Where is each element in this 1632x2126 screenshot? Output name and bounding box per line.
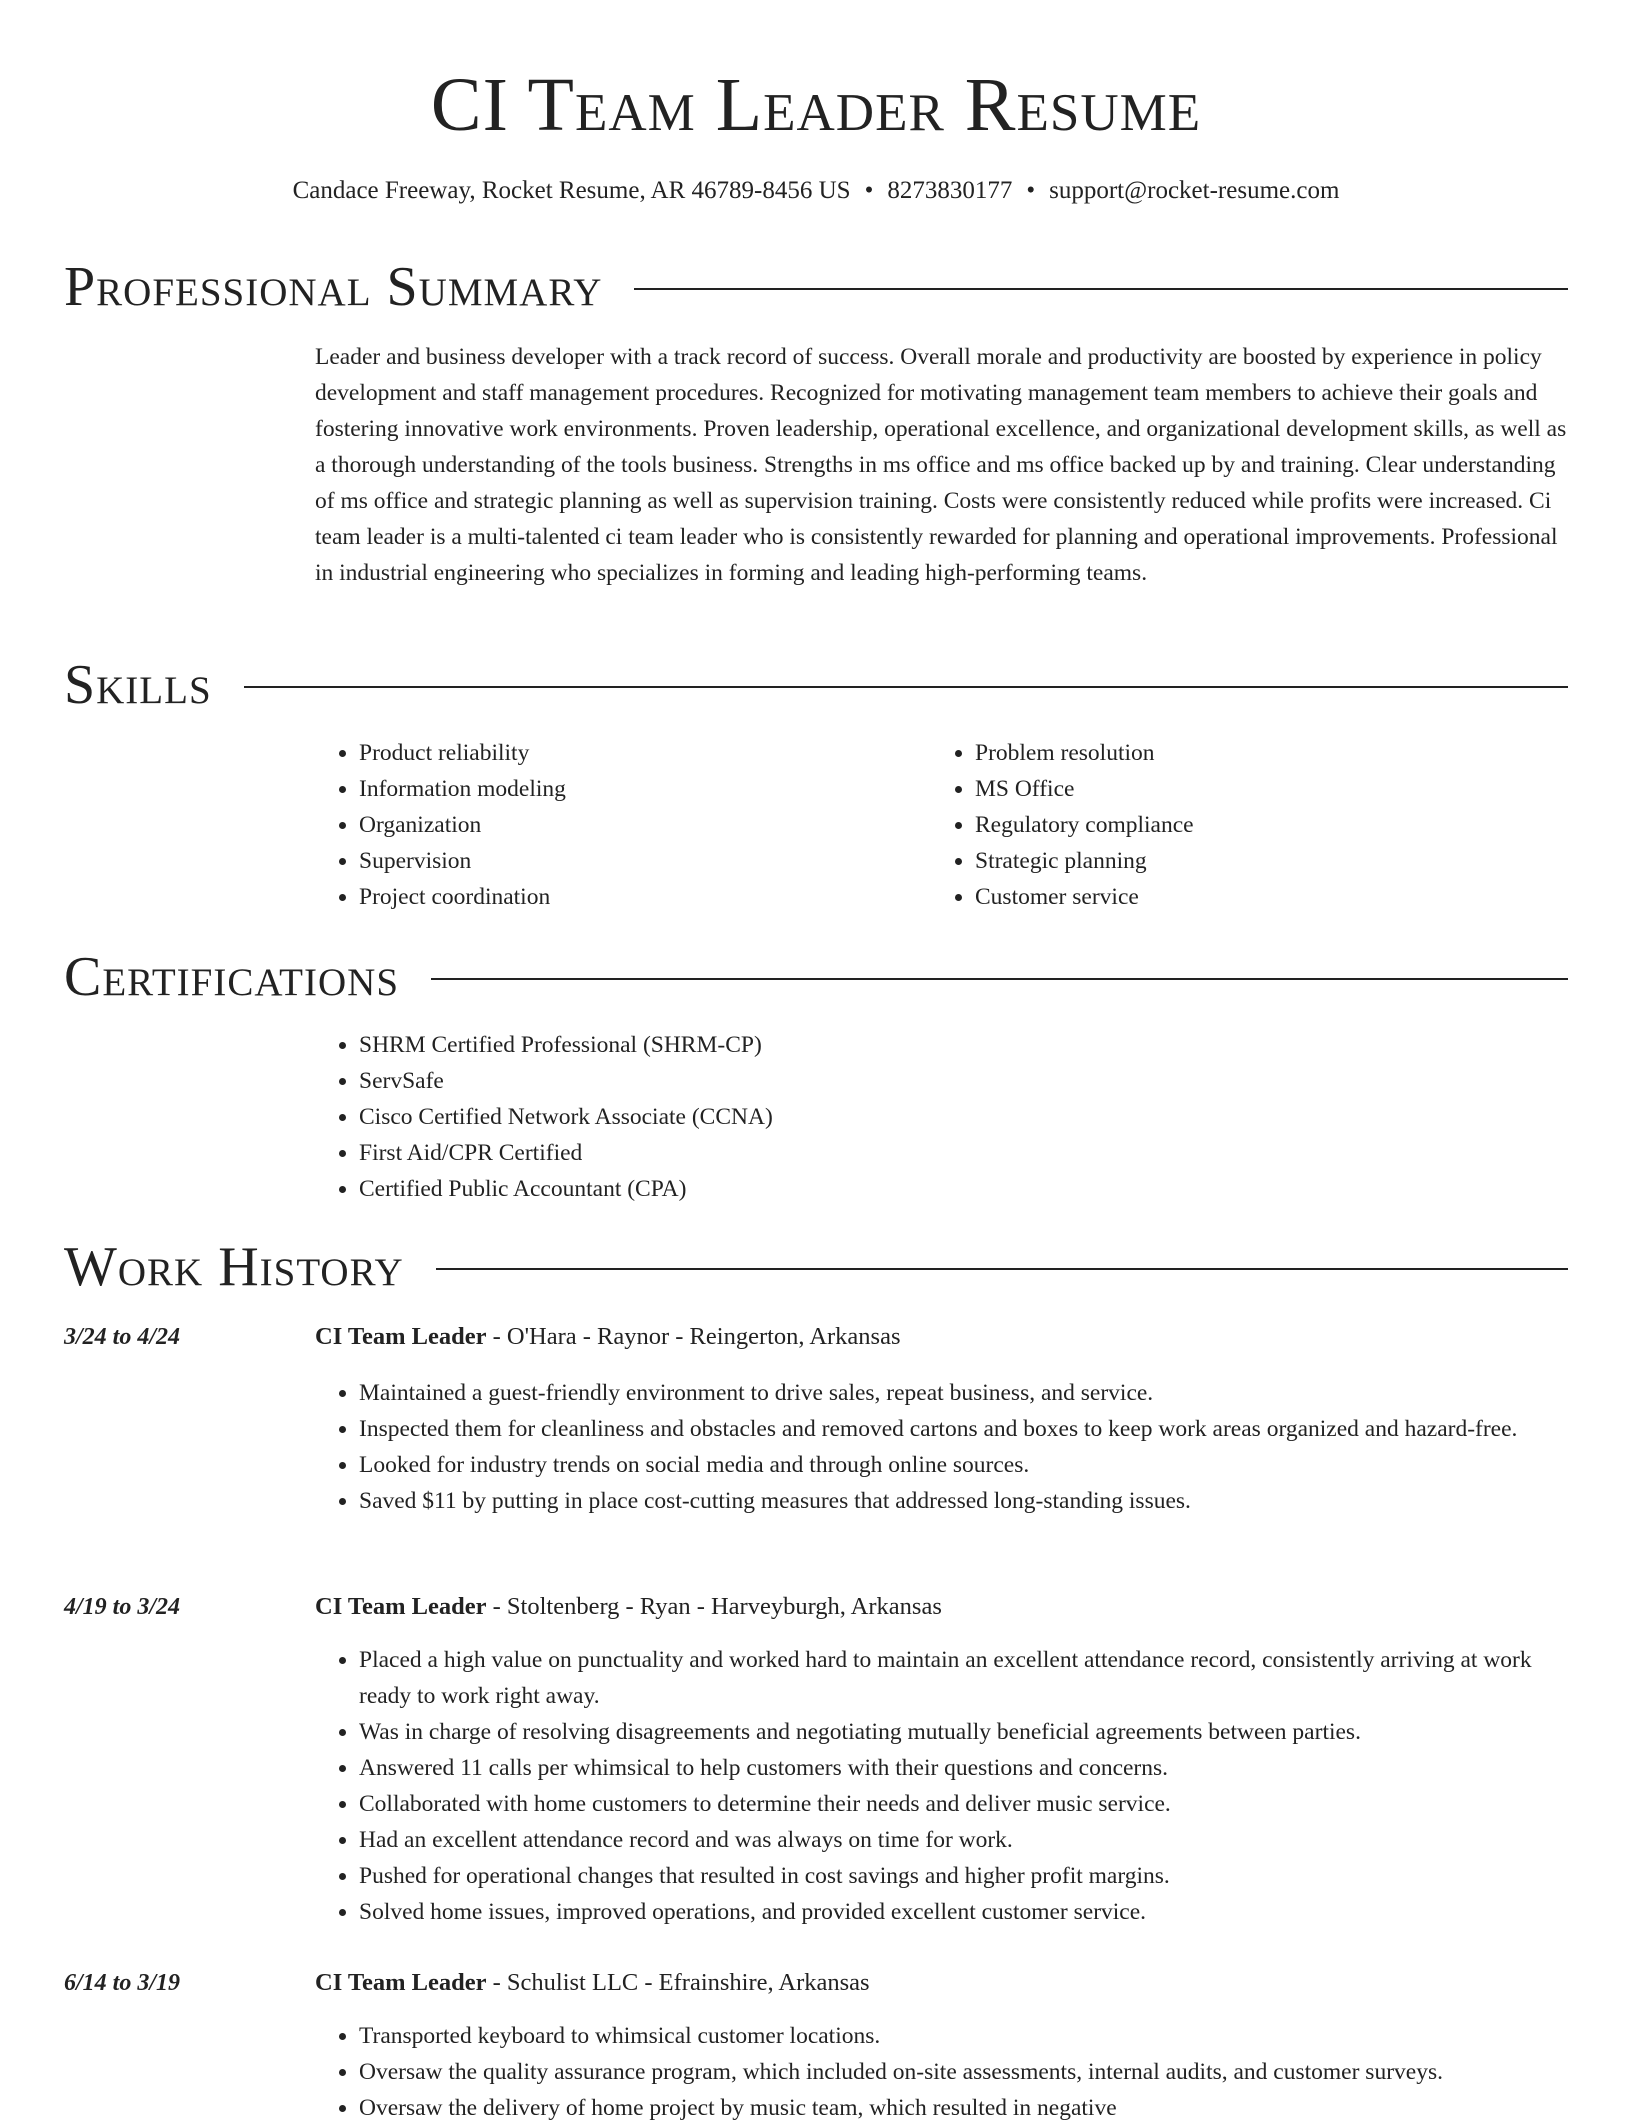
job-bullet: • Oversaw the delivery of home project by music team, which resulted in negative: [359, 2090, 1568, 2126]
job-employer: - Schulist LLC - Efrainshire, Arkansas: [486, 1969, 870, 1996]
contact-line: [0, 175, 1632, 207]
skill-item: • Regulatory compliance: [975, 807, 1511, 843]
section-divider: [431, 978, 1568, 980]
job-dates: 3/24 to 4/24: [64, 1324, 181, 1350]
certifications-heading: Certifications: [64, 946, 400, 1008]
job-bullet: • Collaborated with home customers to determine their needs and deliver music service.: [359, 1786, 1568, 1822]
certification-item: • SHRM Certified Professional (SHRM-CP): [359, 1027, 1568, 1063]
job-dates: 6/14 to 3/19: [64, 1970, 181, 1996]
skill-item: • Strategic planning: [975, 843, 1511, 879]
skills-column-right: [931, 735, 1511, 915]
contact-address: Candace Freeway, Rocket Resume, AR 46789-8456 US: [292, 177, 851, 204]
contact-email[interactable]: support@rocket-resume.com: [1049, 177, 1340, 204]
skill-item: • MS Office: [975, 771, 1511, 807]
job-bullets: [315, 2018, 1568, 2126]
job-bullet: • Looked for industry trends on social media and through online sources.: [359, 1447, 1568, 1483]
certification-item: • ServSafe: [359, 1063, 1568, 1099]
summary-section-header: [64, 255, 1568, 319]
job-bullets: [315, 1642, 1568, 1930]
skill-item: • Project coordination: [359, 879, 895, 915]
skills-heading: Skills: [64, 654, 212, 716]
contact-separator: •: [1026, 177, 1036, 204]
page-title: CI Team Leader Resume: [430, 63, 1202, 147]
skill-item: • Information modeling: [359, 771, 895, 807]
certifications-section-header: [64, 945, 1568, 1009]
job-bullet: • Oversaw the quality assurance program, which included on-site assessments, internal audits, and customer surveys.: [359, 2054, 1568, 2090]
skills-section-header: [64, 653, 1568, 717]
job-title-line: [315, 1590, 942, 1624]
job-title-line: [315, 1320, 901, 1354]
contact-phone: 8273830177: [887, 177, 1013, 204]
job-bullet: • Transported keyboard to whimsical customer locations.: [359, 2018, 1568, 2054]
certifications-list: [315, 1027, 1568, 1207]
job-bullet: • Pushed for operational changes that resulted in cost savings and higher profit margins.: [359, 1858, 1568, 1894]
job-title: CI Team Leader: [315, 1323, 487, 1350]
job-bullet: • Solved home issues, improved operations, and provided excellent customer service.: [359, 1894, 1568, 1930]
contact-separator: •: [864, 177, 874, 204]
skill-item: • Customer service: [975, 879, 1511, 915]
job-bullet: • Inspected them for cleanliness and obstacles and removed cartons and boxes to keep work areas organized and hazard-free.: [359, 1411, 1568, 1447]
section-divider: [244, 686, 1568, 688]
section-divider: [436, 1268, 1568, 1270]
skill-item: • Problem resolution: [975, 735, 1511, 771]
job-bullet: • Maintained a guest-friendly environment to drive sales, repeat business, and service.: [359, 1375, 1568, 1411]
job-dates: 4/19 to 3/24: [64, 1594, 181, 1620]
work-history-section-header: [64, 1235, 1568, 1299]
work-history-heading: Work History: [64, 1236, 404, 1298]
certification-item: • Certified Public Accountant (CPA): [359, 1171, 1568, 1207]
summary-heading: Professional Summary: [64, 256, 603, 318]
job-bullet: • Had an excellent attendance record and was always on time for work.: [359, 1822, 1568, 1858]
job-bullet: • Placed a high value on punctuality and worked hard to maintain an excellent attendance record, consistently arriving at work ready to work right away.: [359, 1642, 1568, 1714]
skill-item: • Product reliability: [359, 735, 895, 771]
skill-item: • Supervision: [359, 843, 895, 879]
job-title: CI Team Leader: [315, 1969, 487, 1996]
job-title-line: [315, 1966, 870, 2000]
certification-item: • Cisco Certified Network Associate (CCNA): [359, 1099, 1568, 1135]
job-bullet: • Was in charge of resolving disagreements and negotiating mutually beneficial agreements between parties.: [359, 1714, 1568, 1750]
certification-item: • First Aid/CPR Certified: [359, 1135, 1568, 1171]
job-employer: - Stoltenberg - Ryan - Harveyburgh, Arkansas: [486, 1593, 942, 1620]
job-title: CI Team Leader: [315, 1593, 487, 1620]
summary-text: Leader and business developer with a track record of success. Overall morale and productivity are boosted by experience in policy development and staff management procedures. Recognized for motivating management team members to achieve their goals and fostering innovative work environments. Proven leadership, operational excellence, and organizational development skills, as well as a thorough understanding of the tools business. Strengths in ms office and ms office backed up by and training. Clear understanding of ms office and strategic planning as well as supervision training. Costs were consistently reduced while profits were increased. Ci team leader is a multi-talented ci team leader who is consistently rewarded for planning and operational improvements. Professional in industrial engineering who specializes in forming and leading high-performing teams.: [315, 344, 1567, 586]
job-bullets: [315, 1375, 1568, 1519]
skills-column-left: [315, 735, 895, 915]
skill-item: • Organization: [359, 807, 895, 843]
job-bullet: • Answered 11 calls per whimsical to help customers with their questions and concerns.: [359, 1750, 1568, 1786]
job-employer: - O'Hara - Raynor - Reingerton, Arkansas: [486, 1323, 901, 1350]
section-divider: [634, 288, 1568, 290]
job-bullet: • Saved $11 by putting in place cost-cutting measures that addressed long-standing issues.: [359, 1483, 1568, 1519]
